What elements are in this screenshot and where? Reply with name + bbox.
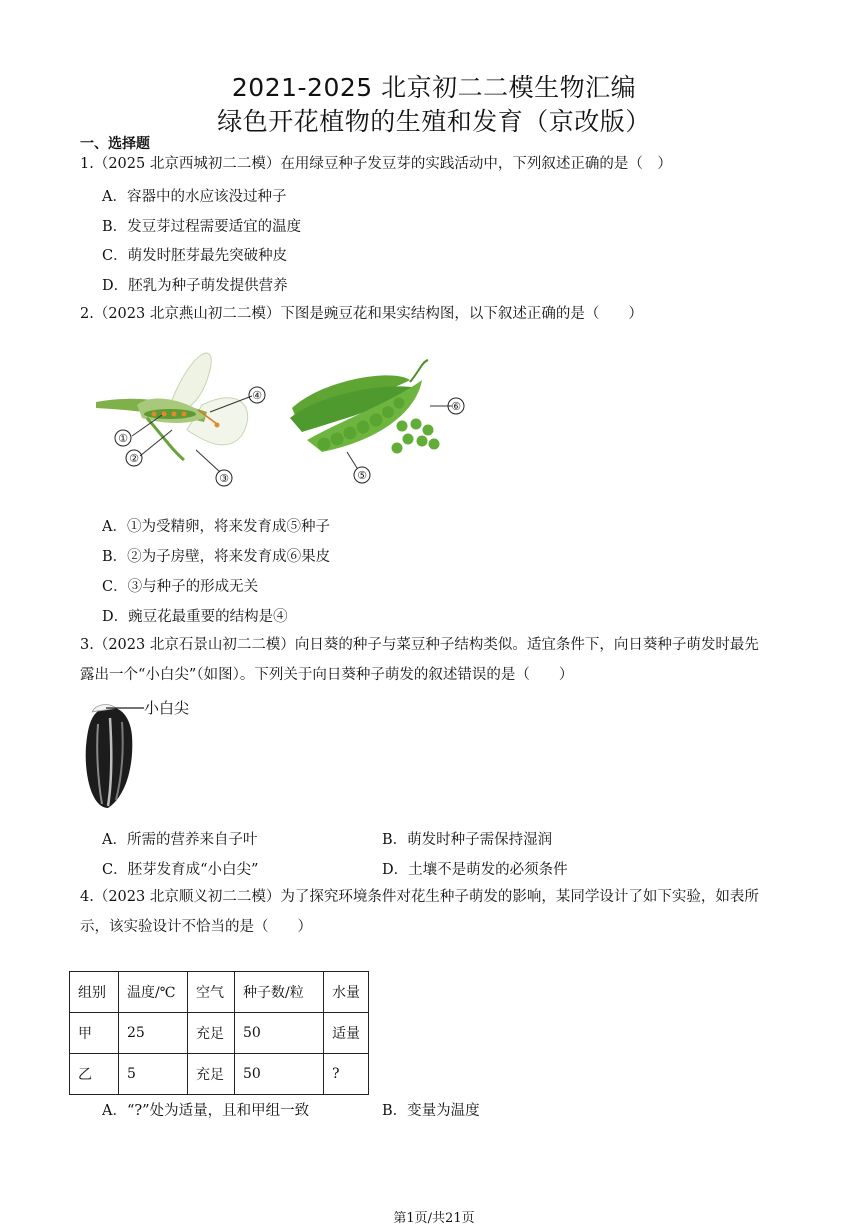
q3-stem-line2: 露出一个“小白尖”（如图）。下列关于向日葵种子萌发的叙述错误的是（ ） (80, 667, 574, 683)
table-header-cell: 空气 (188, 972, 235, 1013)
q3-stem-line1: 3.（2023 北京石景山初二二模）向日葵的种子与菜豆种子结构类似。适宜条件下，向日葵种子萌发时最先 (80, 637, 759, 653)
doc-title-line1: 2021-2025 北京初二二模生物汇编 (231, 73, 637, 102)
q4-stem-line1: 4.（2023 北京顺义初二二模）为了探究环境条件对花生种子萌发的影响，某同学设计了如下实验，如表所 (80, 889, 759, 905)
figure-label-6 (448, 398, 464, 414)
svg-text:②: ② (129, 452, 139, 465)
q2-option-b: B．②为子房壁，将来发育成⑥果皮 (102, 549, 331, 565)
table-cell: 5 (119, 1054, 188, 1095)
pea-flower-fruit-figure (92, 340, 482, 490)
figure-label-3 (216, 470, 232, 486)
table-header-cell: 温度/℃ (119, 972, 188, 1013)
q3-option-d: D．土壤不是萌发的必须条件 (382, 862, 568, 878)
q1-option-c: C．萌发时胚芽最先突破种皮 (102, 248, 288, 264)
table-header-row (70, 972, 369, 1013)
page-footer: 第1页/共21页 (393, 1211, 475, 1226)
svg-text:③: ③ (219, 472, 229, 485)
table-cell: 25 (119, 1013, 188, 1054)
q1-option-d: D．胚乳为种子萌发提供营养 (102, 278, 288, 294)
q1-option-b: B．发豆芽过程需要适宜的温度 (102, 219, 302, 235)
q2-option-a: A．①为受精卵，将来发育成⑤种子 (102, 519, 330, 535)
table-cell: 50 (235, 1054, 324, 1095)
table-cell: 甲 (70, 1013, 119, 1054)
figure-label-5 (354, 467, 370, 483)
table-header-cell: 组别 (70, 972, 119, 1013)
table-cell: 充足 (188, 1054, 235, 1095)
svg-text:⑤: ⑤ (357, 469, 367, 482)
sunflower-seed-figure (78, 696, 218, 818)
q2-option-c: C．③与种子的形成无关 (102, 579, 259, 595)
q2-option-d: D．豌豆花最重要的结构是④ (102, 609, 288, 625)
section-heading: 一、选择题 (80, 136, 150, 152)
q3-option-c: C．胚芽发育成“小白尖” (102, 862, 259, 878)
q4-option-b: B．变量为温度 (382, 1103, 480, 1119)
table-cell: 适量 (324, 1013, 369, 1054)
figure-label-1 (115, 430, 131, 446)
table-cell: 乙 (70, 1054, 119, 1095)
table-cell: ? (324, 1054, 369, 1095)
table-header-cell: 种子数/粒 (235, 972, 324, 1013)
doc-title-line2: 绿色开花植物的生殖和发育（京改版） (217, 107, 651, 136)
q4-option-a: A．“?”处为适量，且和甲组一致 (102, 1103, 310, 1119)
table-row (70, 1054, 369, 1095)
q2-stem: 2.（2023 北京燕山初二二模）下图是豌豆花和果实结构图，以下叙述正确的是（ ） (80, 306, 643, 322)
svg-text:⑥: ⑥ (451, 400, 461, 413)
q3-option-b: B．萌发时种子需保持湿润 (382, 832, 553, 848)
svg-text:①: ① (118, 432, 128, 445)
figure-label-2 (126, 450, 142, 466)
q3-option-a: A．所需的营养来自子叶 (102, 832, 258, 848)
experiment-table (69, 971, 369, 1095)
q1-option-a: A．容器中的水应该没过种子 (102, 189, 287, 205)
table-cell: 50 (235, 1013, 324, 1054)
table-cell: 充足 (188, 1013, 235, 1054)
table-row (70, 1013, 369, 1054)
q4-stem-line2: 示，该实验设计不恰当的是（ ） (80, 919, 312, 935)
figure-label-4 (249, 387, 265, 403)
pea-pod-illustration (290, 360, 440, 454)
table-header-cell: 水量 (324, 972, 369, 1013)
sunflower-seed-illustration (86, 705, 133, 808)
svg-text:④: ④ (252, 389, 262, 402)
q1-stem: 1.（2025 北京西城初二二模）在用绿豆种子发豆芽的实践活动中，下列叙述正确的是（ ） (80, 156, 672, 172)
figure-label-xiaobaijian: 小白尖 (144, 699, 190, 717)
